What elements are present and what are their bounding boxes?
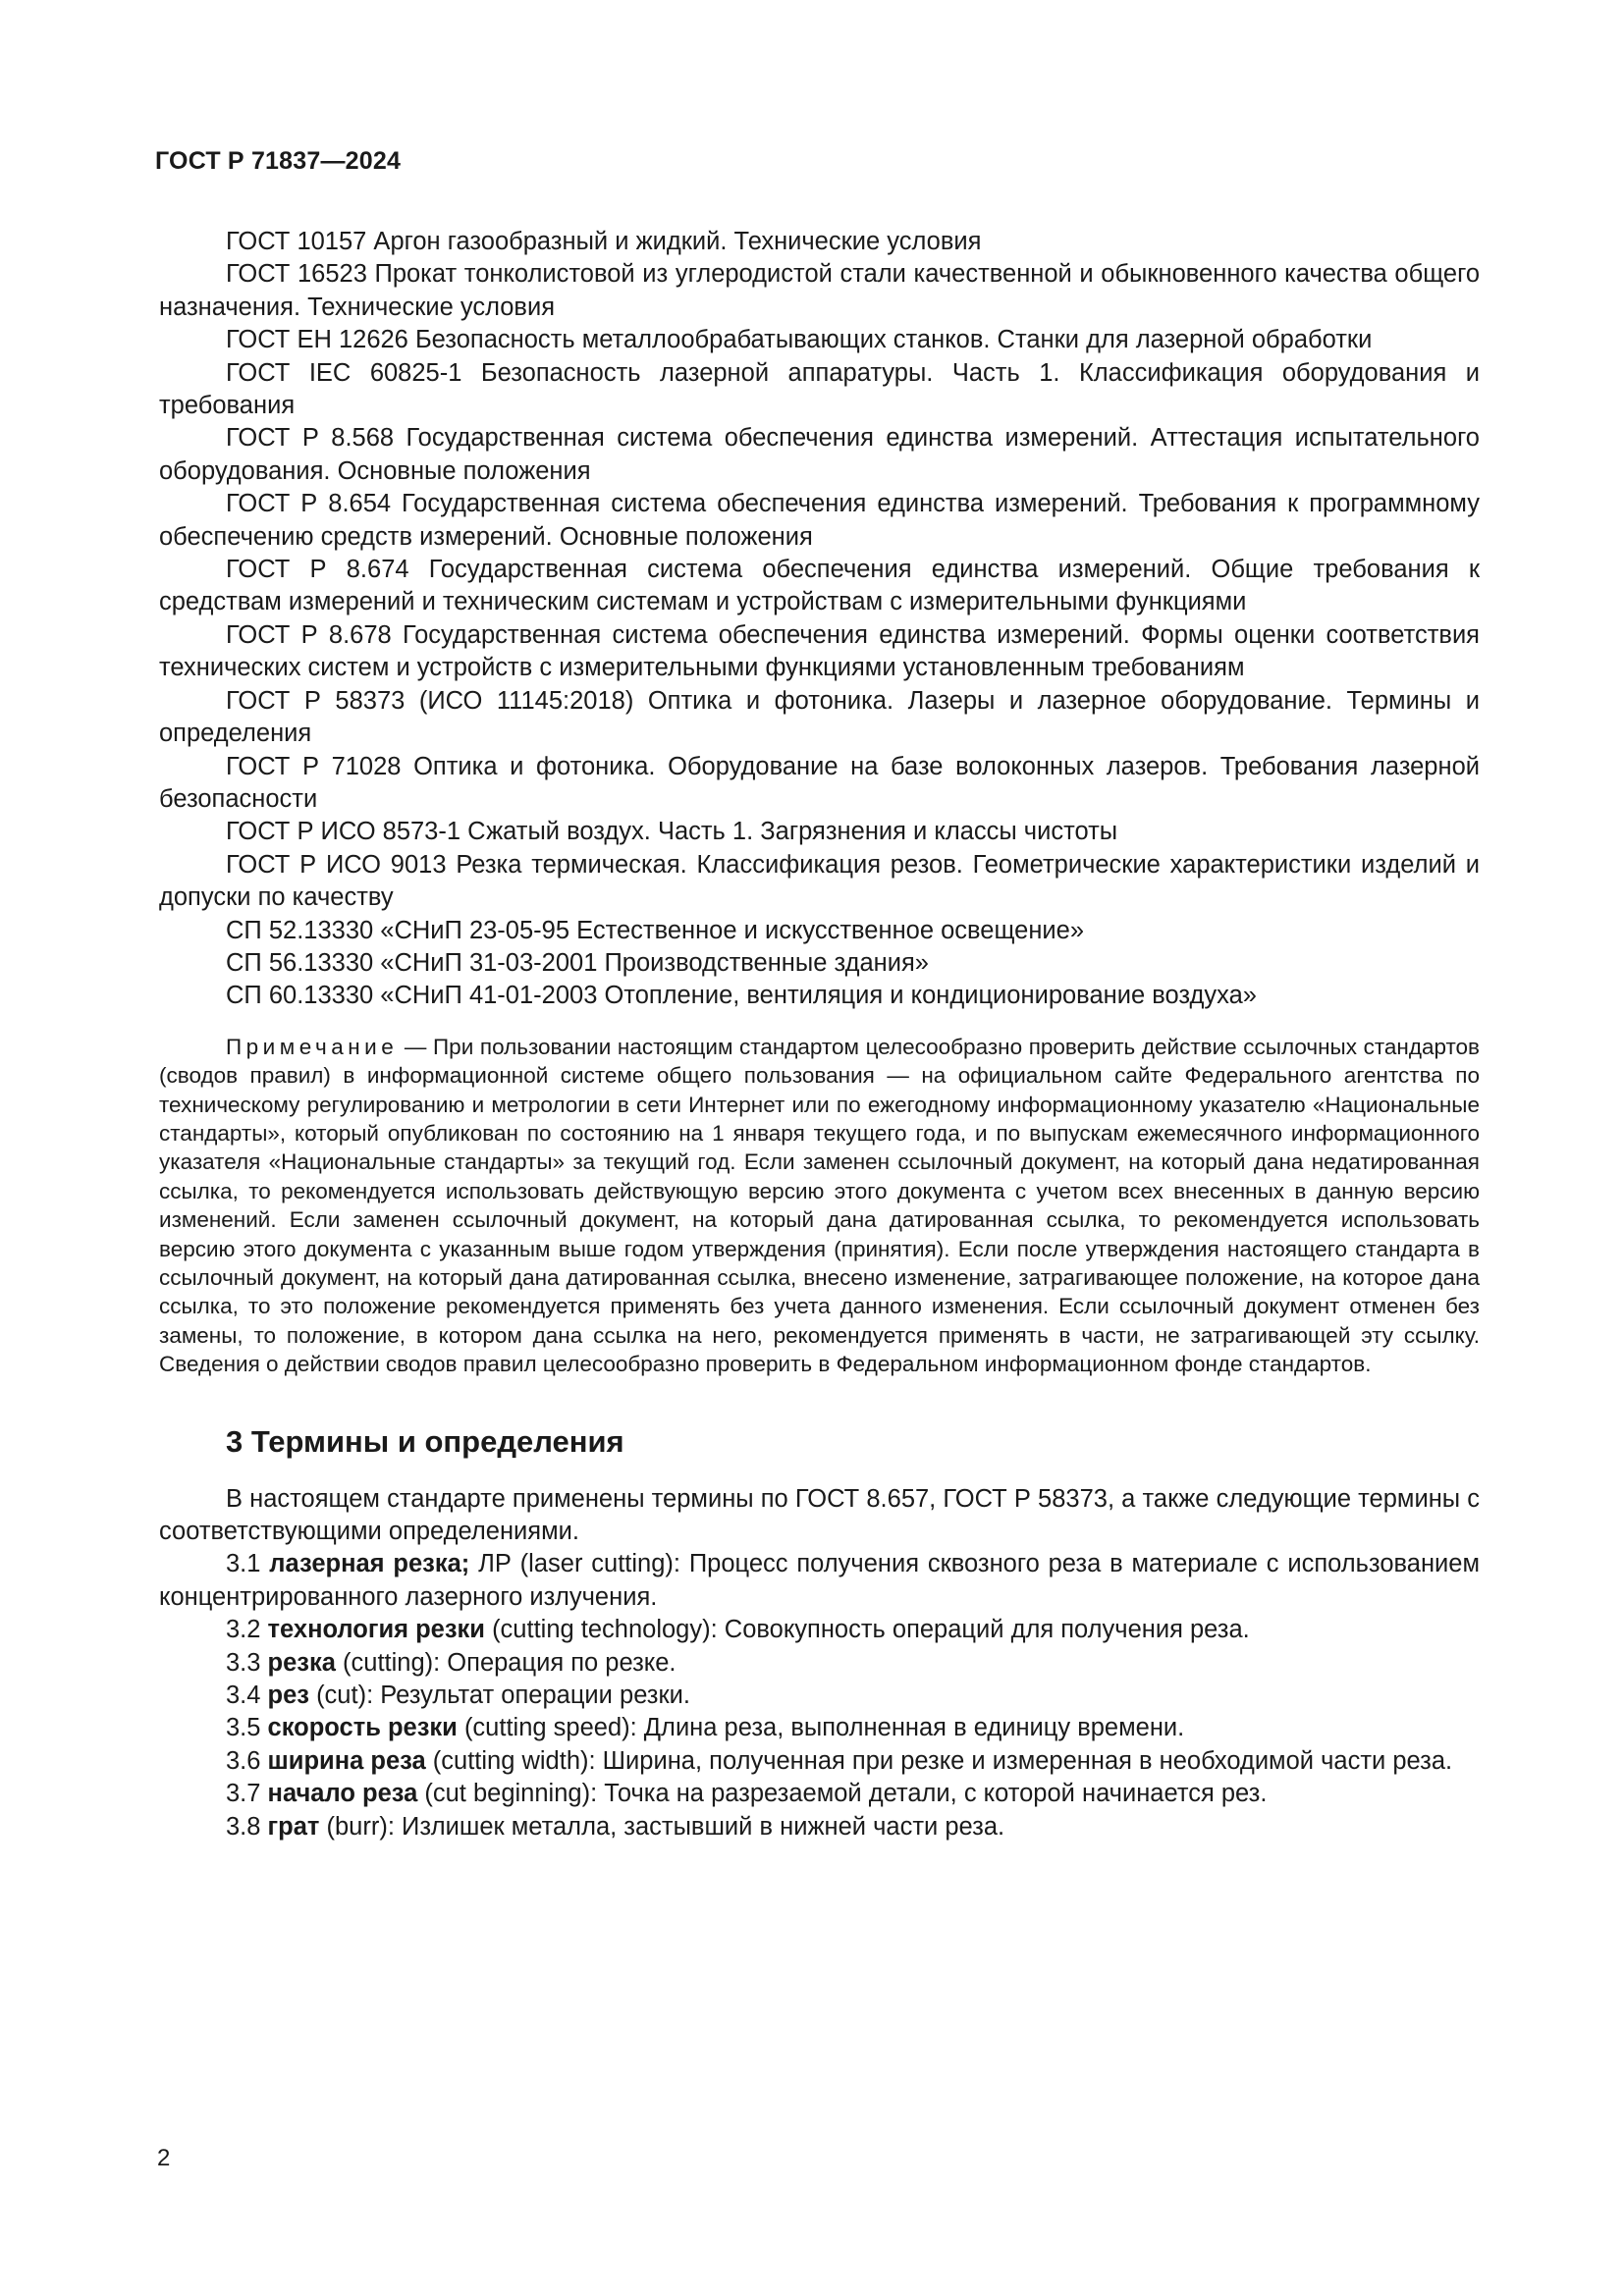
term-name: начало реза [267,1780,418,1808]
section-intro: В настоящем стандарте применены термины по ГОСТ 8.657, ГОСТ Р 58373, а также следующие термины с соответствующими определениями. [159,1484,1480,1546]
term-entry [159,1548,1480,1614]
term-number: 3.4 [226,1682,261,1710]
reference-item: СП 60.13330 «СНиП 41-01-2003 Отопление, вентиляция и кондиционирование воздуха» [226,982,1257,1010]
reference-item: ГОСТ 16523 Прокат тонколистовой из углеродистой стали качественной и обыкновенного качества общего назначения. Технические условия [159,260,1480,321]
term-definition: (cut beginning): Точка на разрезаемой детали, с которой начинается рез. [417,1780,1268,1808]
term-name: рез [267,1682,309,1710]
document-header: ГОСТ Р 71837—2024 [155,147,402,175]
reference-item: СП 52.13330 «СНиП 23-05-95 Естественное и искусственное освещение» [226,916,1085,944]
term-number: 3.2 [226,1616,261,1644]
note-label: Примечание [226,1034,399,1059]
term-definition: (cutting technology): Совокупность операций для получения реза. [484,1616,1250,1644]
page-number: 2 [157,2145,171,2171]
term-definition: (cutting speed): Длина реза, выполненная в единицу времени. [457,1714,1185,1742]
term-entry [159,1712,1480,1744]
term-entry [159,1647,1480,1680]
term-number: 3.7 [226,1780,261,1808]
term-number: 3.1 [226,1550,261,1578]
note-paragraph [159,1033,1480,1379]
term-number: 3.5 [226,1714,261,1742]
term-number: 3.6 [226,1746,261,1775]
reference-item: ГОСТ Р 71028 Оптика и фотоника. Оборудование на базе волоконных лазеров. Требования лазерной безопасности [159,752,1480,813]
reference-item: ГОСТ IEC 60825-1 Безопасность лазерной аппаратуры. Часть 1. Классификация оборудования и требования [159,358,1480,420]
term-number: 3.3 [226,1648,261,1677]
reference-item: ГОСТ Р 8.568 Государственная система обеспечения единства измерений. Аттестация испытательного оборудования. Основные положения [159,424,1480,485]
section-title: 3 Термины и определения [226,1423,624,1459]
term-definition: (cut): Результат операции резки. [308,1682,690,1710]
term-entry [159,1614,1480,1646]
term-name: лазерная резка; [269,1550,470,1578]
reference-item: ГОСТ 10157 Аргон газообразный и жидкий. Технические условия [226,228,982,255]
term-name: ширина реза [267,1746,426,1775]
term-entry [159,1745,1480,1778]
term-definition: (cutting width): Ширина, полученная при резке и измеренная в необходимой части реза. [425,1746,1453,1775]
term-definition: ЛР (laser cutting): Процесс получения сквозного реза в материале с использованием концентрированного лазерного излучения. [159,1550,1480,1611]
term-definition: (burr): Излишек металла, застывший в нижней части реза. [319,1812,1005,1841]
reference-item: ГОСТ Р 8.678 Государственная система обеспечения единства измерений. Формы оценки соответствия технических систем и устройств с измерительными функциями установленным требованиям [159,620,1480,682]
term-number: 3.8 [226,1812,261,1841]
term-definition: (cutting): Операция по резке. [335,1648,677,1677]
reference-item: ГОСТ Р ИСО 8573-1 Сжатый воздух. Часть 1. Загрязнения и классы чистоты [226,818,1118,846]
terms-section [159,1483,1480,1843]
term-entry [159,1680,1480,1712]
term-name: технология резки [267,1616,485,1644]
term-name: грат [267,1812,320,1841]
note-text: — При пользовании настоящим стандартом целесообразно проверить действие ссылочных стандартов (сводов правил) в информационной системе общего пользования — на официальном сайте Федерального агентства по техническому регулированию и метрологии в сети Интернет или по ежегодному информационному указателю «Национальные стандарты», который опубликован по состоянию на 1 января текущего года, и по выпускам ежемесячного информационного указателя «Национальные стандарты» за текущий год. Если заменен ссылочный документ, на который дана недатированная ссылка, то рекомендуется использовать действующую версию этого документа с учетом всех внесенных в данную версию изменений. Если заменен ссылочный документ, на который дана датированная ссылка, то рекомендуется использовать версию этого документа с указанным выше годом утверждения (принятия). Если после утверждения настоящего стандарта в ссылочный документ, на который дана датированная ссылка, внесено изменение, затрагивающее положение, на которое дана ссылка, то это положение рекомендуется применять без учета данного изменения. Если ссылочный документ отменен без замены, то положение, в котором дана ссылка на него, рекомендуется применять в части, не затрагивающей эту ссылку. Сведения о действии сводов правил целесообразно проверить в Федеральном информационном фонде стандартов. [159,1034,1480,1377]
reference-item: ГОСТ Р 58373 (ИСО 11145:2018) Оптика и фотоника. Лазеры и лазерное оборудование. Термины и определения [159,686,1480,748]
reference-item: ГОСТ Р 8.654 Государственная система обеспечения единства измерений. Требования к программному обеспечению средств измерений. Основные положения [159,490,1480,551]
reference-item: СП 56.13330 «СНиП 31-03-2001 Производственные здания» [226,948,929,977]
normative-references-list [159,226,1480,1013]
reference-item: ГОСТ ЕН 12626 Безопасность металлообрабатывающих станков. Станки для лазерной обработки [226,326,1373,354]
reference-item: ГОСТ Р ИСО 9013 Резка термическая. Классификация резов. Геометрические характеристики изделий и допуски по качеству [159,850,1480,912]
term-entry [159,1778,1480,1810]
term-entry [159,1811,1480,1843]
term-name: скорость резки [267,1714,458,1742]
note-block [159,1033,1480,1379]
reference-item: ГОСТ Р 8.674 Государственная система обеспечения единства измерений. Общие требования к средствам измерений и техническим системам и устройствам с измерительными функциями [159,556,1480,616]
term-name: резка [267,1648,336,1677]
page-content [159,226,1480,1843]
